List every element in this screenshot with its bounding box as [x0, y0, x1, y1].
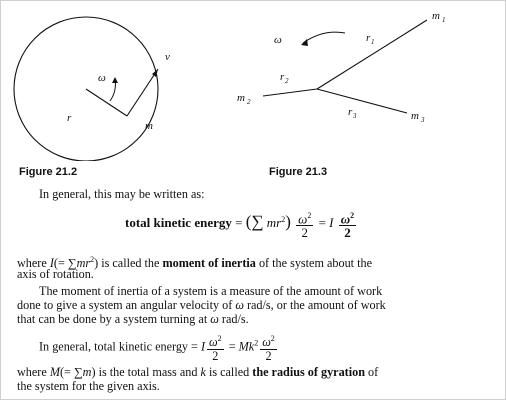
label-m: m: [145, 120, 153, 132]
arm-r3: [317, 89, 407, 113]
eq-omega-exp: 2: [307, 211, 312, 220]
rg-M: M: [49, 365, 60, 379]
figure-21-2: [1, 1, 241, 161]
eq2-fraction-2: [260, 332, 277, 363]
eq-fraction-bold: [339, 209, 356, 239]
label-m3-sub: 3: [421, 116, 425, 124]
label-omega: ω: [98, 72, 106, 84]
intro-line: In general, this may be written as:: [39, 187, 205, 201]
label-m1: m: [432, 10, 440, 22]
label-r3-sub: 3: [353, 112, 357, 120]
axis-line: axis of rotation.: [17, 267, 94, 281]
omega-arc-arrowhead: [301, 39, 308, 46]
equation-total-ke: [125, 209, 358, 239]
eq-omega: ω: [298, 211, 308, 227]
eq2-omega-1-exp: 2: [217, 334, 222, 343]
omega-arc: [303, 32, 345, 43]
rg-of: of: [365, 365, 379, 379]
rg-called: is called: [205, 365, 253, 379]
eq2-omega-2: ω: [262, 335, 271, 350]
p2-l2-omega: ω: [235, 298, 244, 312]
rg-radius-of-gyration: the radius of gyration: [252, 365, 365, 379]
label-r2: r: [280, 71, 285, 83]
label-omega: ω: [274, 34, 282, 46]
eq-mr: mr: [266, 215, 282, 231]
text-mr: mr: [76, 256, 91, 271]
radius-of-gyration-line: [17, 365, 378, 379]
figure-21-3-caption: Figure 21.3: [269, 166, 328, 178]
p2-l3-a: that can be done by a system turning at: [17, 312, 211, 326]
p2-l2-a: done to give a system an angular velocity of: [17, 298, 236, 312]
equation-total-ke-2: [39, 332, 279, 363]
label-m2-sub: 2: [247, 98, 251, 106]
rg-k: k: [200, 365, 206, 379]
eq2-equals: =: [225, 339, 239, 354]
eq-mr-exp: 2: [281, 214, 286, 224]
velocity-vector: [127, 69, 158, 116]
paragraph-line-3: [17, 312, 249, 326]
label-r2-sub: 2: [285, 77, 289, 85]
label-r3: r: [348, 106, 353, 118]
p2-l3-omega: ω: [210, 312, 219, 326]
label-m3: m: [411, 110, 419, 122]
rg-m: m: [82, 365, 92, 379]
label-r1-sub: 1: [371, 38, 375, 46]
figure-21-3: [231, 1, 506, 161]
eq-sum-symbol: ∑: [251, 212, 264, 232]
eq-fraction-omega: [296, 209, 313, 239]
text-eq-sum: (= ∑: [53, 256, 77, 271]
eq2-omega-2-exp: 2: [270, 334, 275, 343]
eq2-prefix: In general, total kinetic energy =: [39, 339, 201, 354]
arm-r2: [263, 89, 317, 96]
rg-total-mass: ) is the total mass and: [91, 365, 201, 379]
eq2-two-1: 2: [212, 349, 219, 364]
rg-where: where: [17, 365, 50, 379]
paragraph-line-1: The moment of inertia of a system is a measure of the amount of work: [39, 284, 383, 298]
eq-paren-close: ): [285, 212, 291, 232]
eq2-Mk: Mk: [238, 339, 255, 354]
label-m1-sub: 1: [442, 16, 446, 24]
eq-paren-open: (: [245, 212, 252, 232]
eq2-I: I: [200, 339, 206, 354]
eq-bold-omega: ω: [340, 211, 351, 227]
text-where: where: [17, 256, 50, 271]
eq-equals-1: =: [235, 215, 243, 231]
eq-two: 2: [301, 225, 308, 241]
eq-I: I: [329, 215, 334, 231]
eq-bold-two: 2: [344, 225, 351, 241]
last-line: the system for the given axis.: [17, 379, 160, 393]
figure-21-2-caption: Figure 21.2: [19, 166, 78, 178]
eq-equals-2: =: [318, 215, 326, 231]
eq-lhs: total kinetic energy: [125, 215, 232, 231]
text-called: ) is called the: [94, 256, 163, 271]
eq2-fraction-1: [207, 332, 224, 363]
omega-arc-arrowhead: [112, 77, 118, 83]
label-m2: m: [237, 92, 245, 104]
rg-eq-sum: (= ∑: [59, 365, 83, 379]
arm-r1: [317, 20, 427, 89]
label-v: v: [165, 51, 170, 63]
paragraph-line-2: [17, 298, 386, 312]
p2-l2-b: rad/s, or the amount of work: [243, 298, 386, 312]
text-system-about: of the system about the: [255, 256, 372, 271]
eq2-k-exp: 2: [254, 338, 259, 348]
label-r1: r: [366, 32, 371, 44]
radius-line: [86, 89, 127, 116]
text-moment-of-inertia: moment of inertia: [162, 256, 256, 271]
text-mr-exp: 2: [90, 255, 95, 264]
text-I: I: [49, 256, 54, 271]
p2-l3-b: rad/s.: [218, 312, 249, 326]
eq2-omega-1: ω: [209, 335, 218, 350]
eq-bold-omega-exp: 2: [350, 211, 355, 220]
eq2-two-2: 2: [265, 349, 272, 364]
label-r: r: [67, 112, 72, 124]
